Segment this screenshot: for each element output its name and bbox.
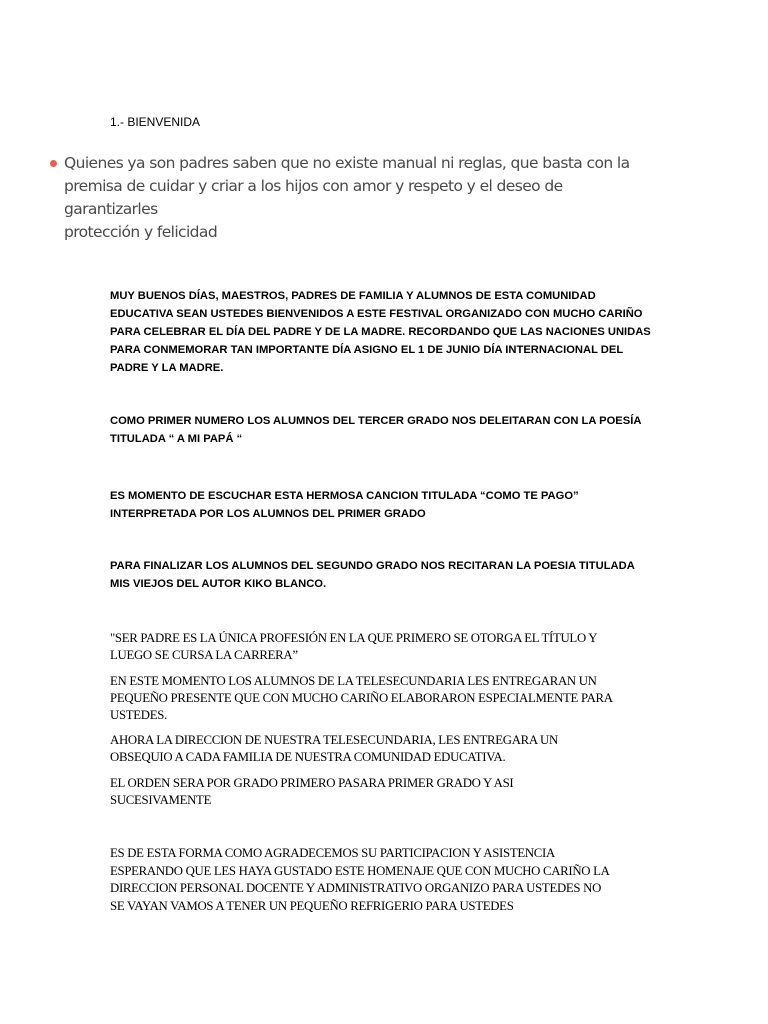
section-heading: 1.- BIENVENIDA bbox=[110, 115, 201, 129]
father-quote-paragraph: "SER PADRE ES LA ÚNICA PROFESIÓN EN LA QUE PRIMERO SE OTORGA EL TÍTULO Y LUEGO SE CURSA LA CARRERA” bbox=[110, 631, 598, 662]
welcome-paragraph: MUY BUENOS DÍAS, MAESTROS, PADRES DE FAMILIA Y ALUMNOS DE ESTA COMUNIDAD EDUCATIVA SEAN USTEDES BIENVENIDOS A ESTE FESTIVAL ORGANIZADO CON MUCHO CARIÑO PARA CELEBRAR EL DÍA DEL PADRE Y DE LA MADRE. RECORDANDO QUE LAS NACIONES UNIDAS PARA CONMEMORAR TAN IMPORTANTE DÍA ASIGNO EL 1 DE JUNIO DÍA INTERNACIONAL DEL PADRE Y LA MADRE. bbox=[110, 290, 651, 374]
order-paragraph: EL ORDEN SERA POR GRADO PRIMERO PASARA PRIMER GRADO Y ASI SUCESIVAMENTE bbox=[110, 776, 514, 807]
closing-paragraph: ES DE ESTA FORMA COMO AGRADECEMOS SU PARTICIPACION Y ASISTENCIA ESPERANDO QUE LES HAYA GUSTADO ESTE HOMENAJE QUE CON MUCHO CARIÑO LA DIRECCION PERSONAL DOCENTE Y ADMINISTRATIVO ORGANIZO PARA USTEDES NO SE VAYAN VAMOS A TENER UN PEQUEÑO REFRIGERIO PARA USTEDES bbox=[110, 846, 610, 913]
first-number-paragraph: COMO PRIMER NUMERO LOS ALUMNOS DEL TERCER GRADO NOS DELEITARAN CON LA POESÍA TITULADA “ A MI PAPÁ “ bbox=[110, 415, 642, 445]
gift-paragraph: EN ESTE MOMENTO LOS ALUMNOS DE LA TELESECUNDARIA LES ENTREGARAN UN PEQUEÑO PRESENTE QUE CON MUCHO CARIÑO ELABORARON ESPECIALMENTE PARA USTEDES. bbox=[110, 674, 613, 722]
quote-text: Quienes ya son padres saben que no existe manual ni reglas, que basta con la premisa de cuidar y criar a los hijos con amor y respeto y el deseo de garantizarles protección y felicidad bbox=[64, 154, 630, 241]
quote-image-block bbox=[50, 152, 650, 244]
song-paragraph: ES MOMENTO DE ESCUCHAR ESTA HERMOSA CANCION TITULADA “COMO TE PAGO” INTERPRETADA POR LOS ALUMNOS DEL PRIMER GRADO bbox=[110, 490, 579, 520]
final-poem-paragraph: PARA FINALIZAR LOS ALUMNOS DEL SEGUNDO GRADO NOS RECITARAN LA POESIA TITULADA MIS VIEJOS DEL AUTOR KIKO BLANCO. bbox=[110, 560, 635, 590]
bullet-icon bbox=[50, 160, 57, 167]
direction-gift-paragraph: AHORA LA DIRECCION DE NUESTRA TELESECUNDARIA, LES ENTREGARA UN OBSEQUIO A CADA FAMILIA DE NUESTRA COMUNIDAD EDUCATIVA. bbox=[110, 733, 558, 764]
